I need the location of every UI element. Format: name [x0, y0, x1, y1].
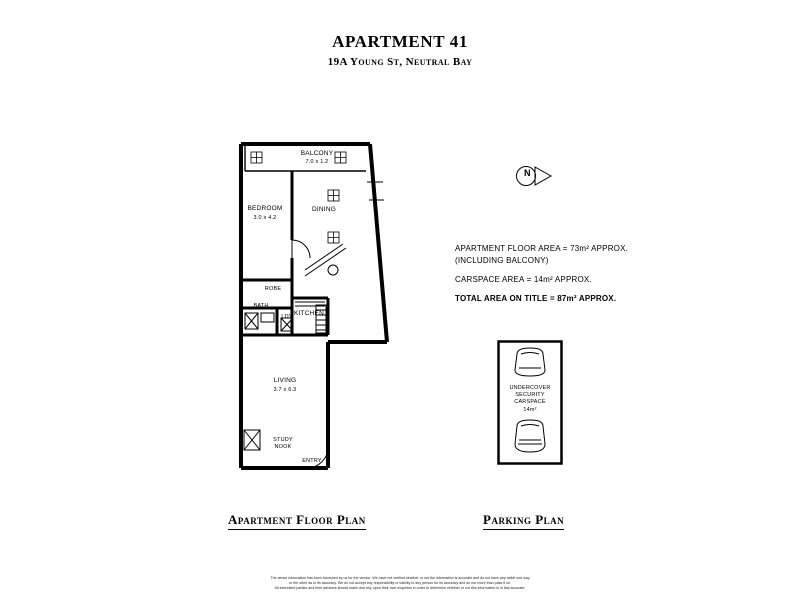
label-carspace-area: 14m² — [523, 407, 537, 413]
caption-parking-plan: Parking Plan — [483, 512, 564, 530]
disclaimer-line-2: or the other as to its accuracy. We do not accept any responsibility or liability to any person for its accuracy and do nor more than pass it on. — [289, 581, 511, 586]
page-subtitle: 19A Young St, Neutral Bay — [327, 56, 473, 68]
label-carspace-line3: CARSPACE — [514, 399, 546, 405]
north-arrow-icon — [511, 163, 557, 189]
label-carspace-line2: SECURITY — [515, 392, 545, 398]
label-balcony-dimension: 7.0 x 1.2 — [305, 159, 329, 165]
label-bedroom-dimension: 3.0 x 4.2 — [253, 215, 277, 221]
disclaimer-line-1: The above information has been furnished by us for the vendor. We have not verified whether or not the information is accurate and do not have any belief one way — [270, 576, 530, 580]
area-carspace-line: CARSPACE AREA = 14m² APPROX. — [455, 275, 592, 284]
apartment-floor-plan-drawing — [215, 130, 415, 475]
label-study-nook-line2: NOOK — [274, 444, 292, 450]
label-carspace-line1: UNDERCOVER — [509, 385, 551, 391]
disclaimer-line-3: All interested parties and their advisers should make and rely upon their own enquiries in order to determine whether or not this information is in fact accurate. — [274, 586, 526, 591]
label-bath: BATH — [253, 303, 269, 309]
label-robe: ROBE — [264, 286, 282, 292]
label-living: LIVING — [273, 377, 297, 384]
label-dining: DINING — [312, 206, 336, 213]
label-kitchen: KITCHEN — [294, 310, 324, 317]
label-bedroom: BEDROOM — [247, 205, 283, 212]
label-entry: ENTRY — [302, 458, 322, 464]
label-study-nook-line1: STUDY — [273, 437, 293, 443]
area-summary — [455, 243, 655, 305]
caption-apartment-floor-plan: Apartment Floor Plan — [228, 512, 366, 530]
disclaimer-text — [0, 576, 800, 592]
label-balcony: BALCONY — [300, 150, 334, 157]
label-laundry: LDY — [281, 314, 293, 320]
label-living-dimension: 3.7 x 6.3 — [273, 387, 297, 393]
north-arrow-label: N — [524, 168, 531, 178]
area-total-line: TOTAL AREA ON TITLE = 87m² APPROX. — [455, 294, 617, 303]
page-title: APARTMENT 41 — [332, 32, 468, 51]
area-floor-line: APARTMENT FLOOR AREA = 73m² APPROX. — [455, 244, 629, 253]
parking-plan-drawing — [497, 340, 563, 465]
area-balcony-note: (INCLUDING BALCONY) — [455, 256, 549, 265]
